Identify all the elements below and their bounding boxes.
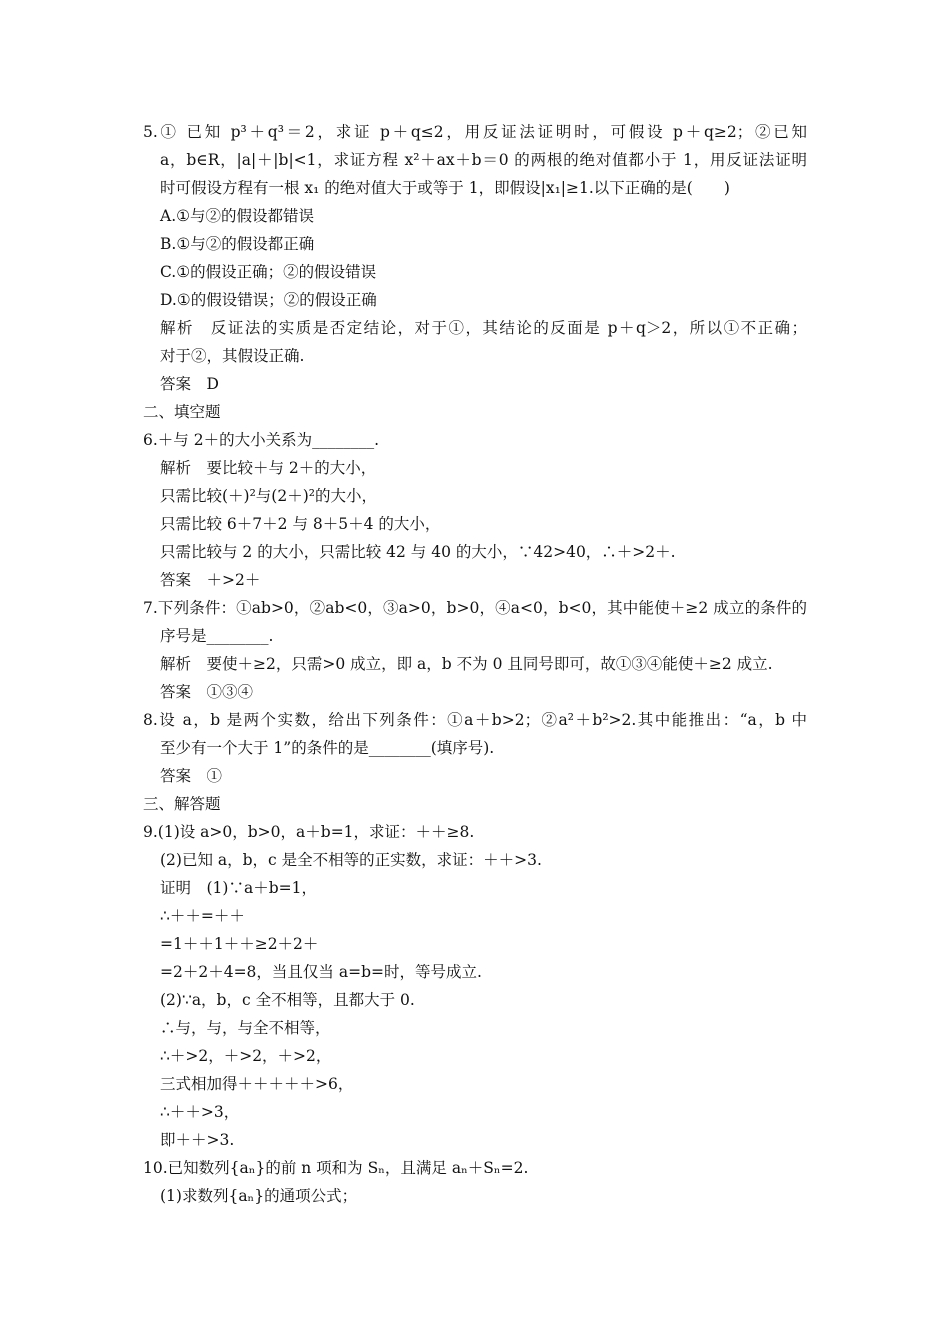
text-line: 解析 要比较＋与 2＋的大小， [160, 459, 377, 477]
text-line: D.①的假设错误；②的假设正确 [160, 291, 377, 309]
text-line: 7.下列条件：①ab>0，②ab<0，③a>0，b>0，④a<0，b<0，其中能使＋≥2 成立的条件的 [143, 599, 807, 617]
text-line: 8.设 a，b 是两个实数，给出下列条件：①a＋b>2；②a²＋b²>2.其中能推出：“a，b 中 [143, 711, 807, 729]
text-line: 答案 ①③④ [160, 683, 254, 701]
text-line: 5.① 已知 p³＋q³＝2，求证 p＋q≤2，用反证法证明时，可假设 p＋q≥2；②已知 [143, 123, 807, 141]
text-line: 答案 ＋>2＋ [160, 571, 261, 589]
text-line: 至少有一个大于 1”的条件的是________(填序号). [160, 739, 495, 757]
text-line: (2)已知 a，b，c 是全不相等的正实数，求证：＋＋>3. [160, 851, 542, 869]
text-line: 6.＋与 2＋的大小关系为________. [143, 431, 380, 449]
text-line: 序号是________. [160, 627, 274, 645]
text-line: =1＋＋1＋＋≥2＋2＋ [160, 935, 319, 953]
text-line: A.①与②的假设都错误 [160, 207, 315, 225]
text-line: B.①与②的假设都正确 [160, 235, 315, 253]
text-line: 三、解答题 [143, 795, 221, 813]
text-line: 即＋＋>3. [160, 1131, 235, 1149]
text-line: 时可假设方程有一根 x₁ 的绝对值大于或等于 1，即假设|x₁|≥1.以下正确的是( ) [160, 179, 730, 197]
text-line: 答案 D [160, 375, 219, 393]
text-line: ∴与，与，与全不相等， [160, 1019, 331, 1037]
text-line: 只需比较(＋)²与(2＋)²的大小， [160, 487, 377, 505]
text-line: 二、填空题 [143, 403, 221, 421]
text-line: 对于②，其假设正确. [160, 347, 305, 365]
text-line: 9.(1)设 a>0，b>0，a＋b=1，求证：＋＋≥8. [143, 823, 475, 841]
text-line: ∴＋＋>3， [160, 1103, 240, 1121]
text-line: (2)∵a，b，c 全不相等，且都大于 0. [160, 991, 415, 1009]
text-line: 解析 要使＋≥2，只需>0 成立，即 a，b 不为 0 且同号即可，故①③④能使＋≥2 成立. [160, 655, 773, 673]
text-line: 解析 反证法的实质是否定结论，对于①，其结论的反面是 p＋q＞2，所以①不正确； [160, 319, 807, 337]
text-line: 答案 ① [160, 767, 223, 785]
text-line: 证明 (1)∵a＋b=1， [160, 879, 317, 897]
text-line: 只需比较 6＋7＋2 与 8＋5＋4 的大小， [160, 515, 441, 533]
text-line: C.①的假设正确；②的假设错误 [160, 263, 377, 281]
text-line: 10.已知数列{aₙ}的前 n 项和为 Sₙ，且满足 aₙ＋Sₙ=2. [143, 1159, 529, 1177]
text-line: (1)求数列{aₙ}的通项公式； [160, 1187, 358, 1205]
text-line: ∴＋>2，＋>2，＋>2， [160, 1047, 332, 1065]
text-line: ∴＋＋=＋＋ [160, 907, 245, 925]
text-line: 只需比较与 2 的大小，只需比较 42 与 40 的大小，∵42>40，∴＋>2＋. [160, 543, 676, 561]
text-line: =2＋2＋4=8，当且仅当 a=b=时，等号成立. [160, 963, 482, 981]
text-line: 三式相加得＋＋＋＋＋>6， [160, 1075, 354, 1093]
text-line: a，b∈R，|a|＋|b|<1，求证方程 x²＋ax＋b＝0 的两根的绝对值都小于 1，用反证法证明 [160, 151, 807, 169]
